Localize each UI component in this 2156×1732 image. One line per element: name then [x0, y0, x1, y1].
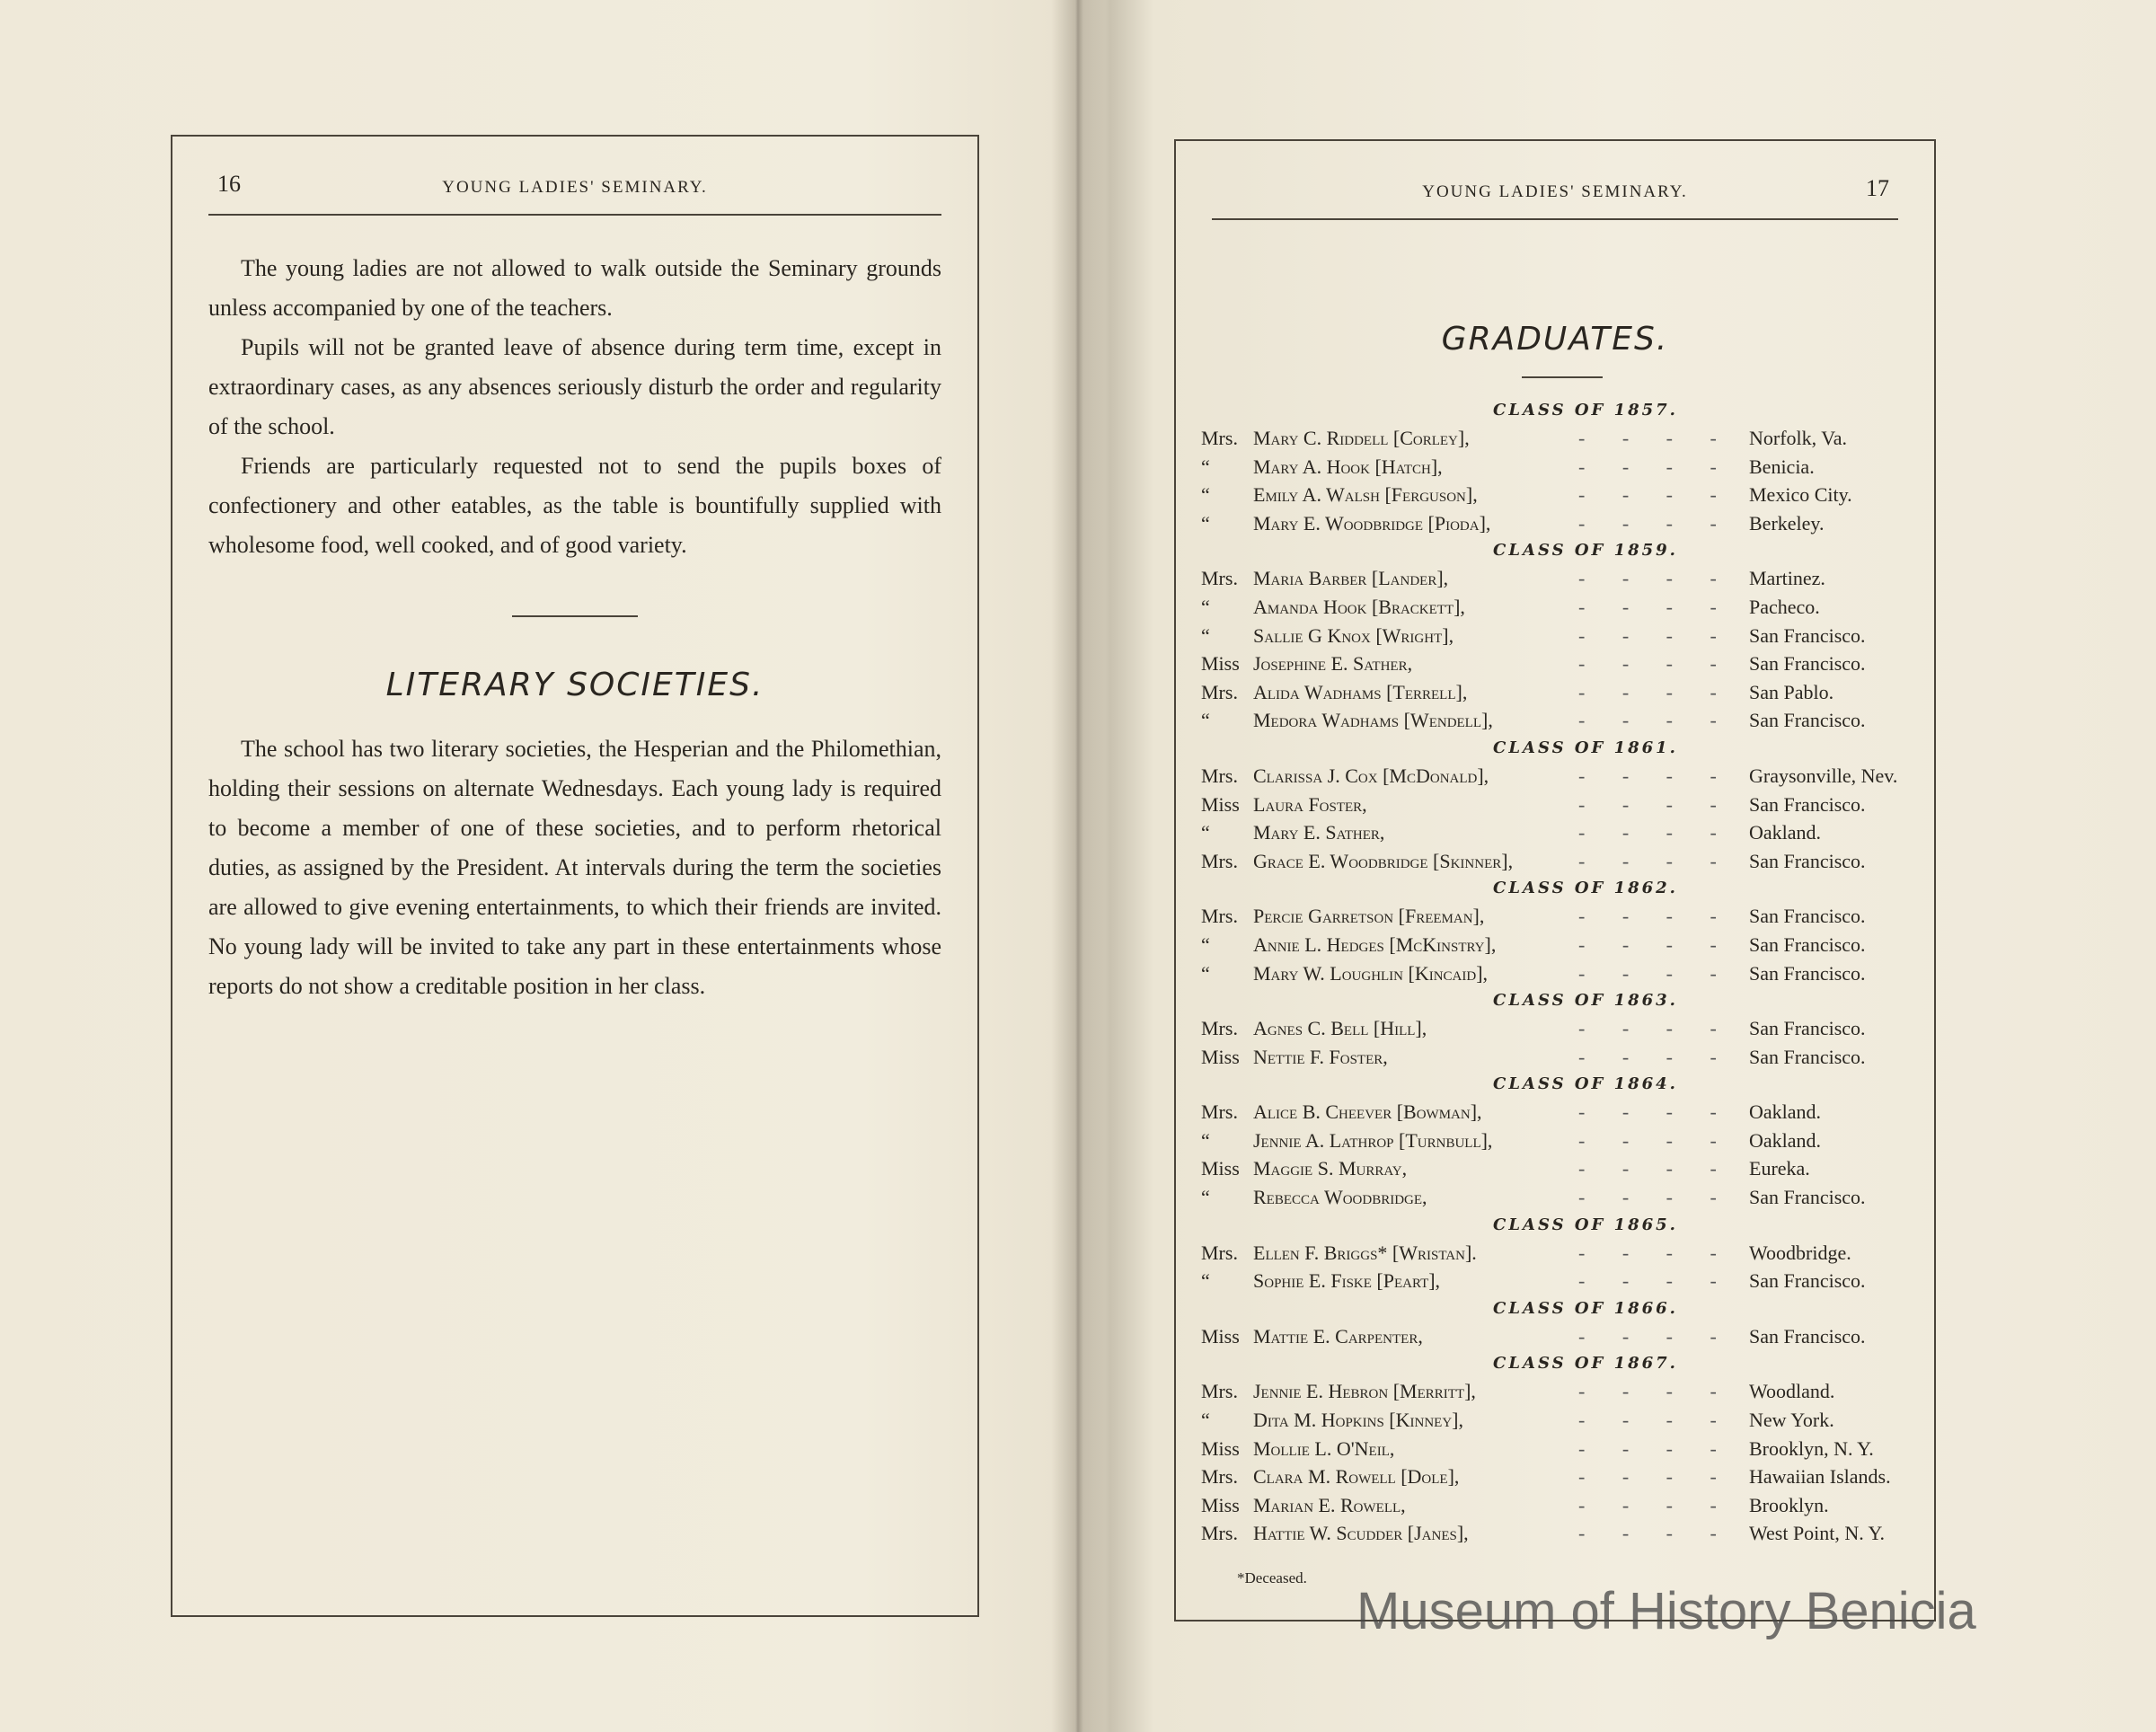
leader-dashes: - - - - [1578, 567, 1733, 590]
graduate-title-prefix: Mrs. [1201, 427, 1238, 449]
graduate-row [1201, 1014, 1916, 1043]
graduate-row [1201, 1154, 1916, 1183]
graduate-residence: Martinez. [1749, 567, 1825, 590]
leader-dashes: - - - - [1578, 1100, 1733, 1124]
book-gutter [1051, 0, 1105, 1732]
leader-dashes: - - - - [1578, 1269, 1733, 1293]
left-running-title: YOUNG LADIES' SEMINARY. [442, 178, 708, 197]
graduate-row [1201, 1519, 1916, 1548]
class-year-heading: CLASS OF 1857. [1493, 401, 1678, 420]
graduate-name: Mary C. Riddell [Corley], [1253, 427, 1470, 449]
leader-dashes: - - - - [1578, 932, 1733, 956]
graduate-name: Mary E. Woodbridge [Pioda], [1253, 511, 1491, 535]
graduate-residence: San Francisco. [1749, 792, 1866, 816]
graduate-residence: San Francisco. [1749, 961, 1866, 985]
graduate-name: Sallie G Knox [Wright], [1253, 623, 1454, 647]
graduate-name: Alida Wadhams [Terrell], [1253, 680, 1468, 703]
left-page-header [208, 163, 941, 216]
graduate-residence: Pacheco. [1749, 595, 1820, 618]
graduate-residence: San Francisco. [1749, 1186, 1866, 1209]
graduate-name: Mollie L. O'Neil, [1253, 1436, 1395, 1460]
graduate-name: Rebecca Woodbridge, [1253, 1186, 1427, 1209]
leader-dashes: - - - - [1578, 1380, 1733, 1403]
graduate-residence: San Pablo. [1749, 680, 1834, 703]
graduate-residence: San Francisco. [1749, 1045, 1866, 1068]
graduate-title-prefix: Mrs. [1201, 1522, 1238, 1545]
graduate-title-prefix: Miss [1201, 1045, 1240, 1068]
graduate-title-prefix: “ [1201, 483, 1210, 507]
graduate-row [1201, 509, 1916, 538]
leader-dashes: - - - - [1578, 1522, 1733, 1545]
graduate-title-prefix: Mrs. [1201, 849, 1238, 872]
leader-dashes: - - - - [1578, 905, 1733, 928]
graduate-row [1201, 902, 1916, 931]
graduate-row [1201, 481, 1916, 509]
graduate-name: Laura Foster, [1253, 792, 1367, 816]
leader-dashes: - - - - [1578, 1493, 1733, 1516]
class-year-heading: CLASS OF 1859. [1493, 541, 1678, 561]
graduate-name: Mattie E. Carpenter, [1253, 1324, 1423, 1348]
leader-dashes: - - - - [1578, 427, 1733, 449]
graduate-title-prefix: Miss [1201, 1324, 1240, 1348]
graduate-residence: San Francisco. [1749, 932, 1866, 956]
graduate-residence: Eureka. [1749, 1157, 1810, 1180]
graduate-row [1201, 791, 1916, 819]
leader-dashes: - - - - [1578, 961, 1733, 985]
graduate-name: Grace E. Woodbridge [Skinner], [1253, 849, 1514, 872]
literary-societies-heading: LITERARY SOCIETIES. [385, 667, 764, 703]
rules-paragraph: Pupils will not be granted leave of absence during term time, except in extraordinary cases, as any absences seriously disturb the order and regularity of the school. [208, 334, 941, 439]
graduate-title-prefix: “ [1201, 709, 1210, 732]
right-page-number: 17 [1866, 175, 1889, 201]
leader-dashes: - - - - [1578, 1241, 1733, 1264]
leader-dashes: - - - - [1578, 652, 1733, 676]
graduate-row [1201, 678, 1916, 707]
graduate-row [1201, 706, 1916, 735]
museum-watermark: Museum of History Benicia [1356, 1582, 1976, 1640]
graduate-row [1201, 1127, 1916, 1155]
class-year-heading: CLASS OF 1865. [1493, 1215, 1678, 1234]
graduate-row [1201, 1098, 1916, 1127]
leader-dashes: - - - - [1578, 1017, 1733, 1040]
graduate-name: Mary A. Hook [Hatch], [1253, 455, 1443, 478]
graduate-name: Amanda Hook [Brackett], [1253, 595, 1465, 618]
class-year-heading: CLASS OF 1867. [1493, 1354, 1678, 1374]
graduate-residence: Brooklyn, N. Y. [1749, 1436, 1874, 1460]
graduate-row [1201, 650, 1916, 678]
leader-dashes: - - - - [1578, 1157, 1733, 1180]
graduate-title-prefix: “ [1201, 961, 1210, 985]
graduate-residence: San Francisco. [1749, 849, 1866, 872]
leader-dashes: - - - - [1578, 595, 1733, 618]
graduate-name: Jennie E. Hebron [Merritt], [1253, 1380, 1476, 1403]
graduate-row [1201, 622, 1916, 650]
graduate-row [1201, 1462, 1916, 1491]
graduate-residence: Graysonville, Nev. [1749, 764, 1898, 787]
graduate-title-prefix: “ [1201, 1269, 1210, 1293]
graduate-residence: Norfolk, Va. [1749, 427, 1847, 449]
graduate-title-prefix: “ [1201, 1186, 1210, 1209]
class-year-heading: CLASS OF 1866. [1493, 1298, 1678, 1318]
graduate-name: Jennie A. Lathrop [Turnbull], [1253, 1128, 1493, 1152]
graduate-row [1201, 762, 1916, 791]
graduate-row [1201, 1043, 1916, 1072]
right-running-title: YOUNG LADIES' SEMINARY. [1422, 182, 1688, 201]
graduate-row [1201, 1491, 1916, 1520]
graduate-title-prefix: “ [1201, 1128, 1210, 1152]
graduate-title-prefix: Mrs. [1201, 1241, 1238, 1264]
graduate-row [1201, 1267, 1916, 1295]
graduate-row [1201, 847, 1916, 876]
graduate-title-prefix: Miss [1201, 1157, 1240, 1180]
graduate-residence: Oakland. [1749, 1128, 1822, 1152]
graduate-residence: Brooklyn. [1749, 1493, 1829, 1516]
graduate-name: Nettie F. Foster, [1253, 1045, 1388, 1068]
graduate-title-prefix: “ [1201, 455, 1210, 478]
graduate-title-prefix: Mrs. [1201, 680, 1238, 703]
graduate-name: Alice B. Cheever [Bowman], [1253, 1100, 1482, 1124]
graduate-title-prefix: Mrs. [1201, 567, 1238, 590]
rules-text [208, 249, 941, 565]
graduate-residence: Woodbridge. [1749, 1241, 1851, 1264]
leader-dashes: - - - - [1578, 1128, 1733, 1152]
rules-paragraph: Friends are particularly requested not to send the pupils boxes of confectionery and other eatables, as the table is bountifully supplied with wholesome food, well cooked, and of good variety. [208, 453, 941, 558]
graduate-row [1201, 424, 1916, 453]
graduate-name: Maggie S. Murray, [1253, 1157, 1408, 1180]
graduate-name: Emily A. Walsh [Ferguson], [1253, 483, 1478, 507]
graduate-title-prefix: “ [1201, 821, 1210, 844]
leader-dashes: - - - - [1578, 1045, 1733, 1068]
graduate-title-prefix: “ [1201, 595, 1210, 618]
graduate-residence: San Francisco. [1749, 623, 1866, 647]
graduate-title-prefix: Mrs. [1201, 764, 1238, 787]
graduate-row [1201, 818, 1916, 847]
graduate-residence: Woodland. [1749, 1380, 1835, 1403]
leader-dashes: - - - - [1578, 1324, 1733, 1348]
graduate-residence: Berkeley. [1749, 511, 1825, 535]
heading-rule [1522, 376, 1603, 378]
graduate-row [1201, 593, 1916, 622]
leader-dashes: - - - - [1578, 1186, 1733, 1209]
right-page-header [1212, 168, 1898, 220]
graduate-title-prefix: Mrs. [1201, 1380, 1238, 1403]
right-page [1174, 139, 1936, 1622]
leader-dashes: - - - - [1578, 1436, 1733, 1460]
graduate-residence: San Francisco. [1749, 652, 1866, 676]
graduate-row [1201, 1377, 1916, 1406]
graduate-name: Sophie E. Fiske [Peart], [1253, 1269, 1441, 1293]
leader-dashes: - - - - [1578, 1409, 1733, 1432]
class-year-heading: CLASS OF 1863. [1493, 991, 1678, 1011]
class-year-heading: CLASS OF 1862. [1493, 879, 1678, 898]
graduate-name: Hattie W. Scudder [Janes], [1253, 1522, 1469, 1545]
left-page-number: 16 [217, 171, 241, 197]
graduate-title-prefix: Mrs. [1201, 905, 1238, 928]
leader-dashes: - - - - [1578, 623, 1733, 647]
graduate-row [1201, 1183, 1916, 1212]
left-page [171, 135, 979, 1617]
graduate-name: Ellen F. Briggs* [Wristan]. [1253, 1241, 1477, 1264]
graduate-row [1201, 564, 1916, 593]
graduate-name: Clarissa J. Cox [McDonald], [1253, 764, 1489, 787]
graduate-title-prefix: Mrs. [1201, 1100, 1238, 1124]
graduate-residence: Benicia. [1749, 455, 1815, 478]
graduate-residence: Oakland. [1749, 1100, 1822, 1124]
graduate-row [1201, 1435, 1916, 1463]
graduate-title-prefix: Miss [1201, 1436, 1240, 1460]
graduate-residence: San Francisco. [1749, 1017, 1866, 1040]
graduate-row [1201, 1406, 1916, 1435]
graduate-name: Agnes C. Bell [Hill], [1253, 1017, 1427, 1040]
graduates-heading: GRADUATES. [1441, 321, 1669, 358]
graduate-residence: New York. [1749, 1409, 1834, 1432]
graduate-title-prefix: Miss [1201, 1493, 1240, 1516]
societies-paragraph: The school has two literary societies, the Hesperian and the Philomethian, holding their sessions on alternate Wednesdays. Each young lady is required to become a member of one of these societies, and to perform rhetorical duties, as assigned by the President. At intervals during the term the societies are allowed to give evening entertainments, to which their friends are invited. No young lady will be invited to take any part in these entertainments whose reports do not show a creditable position in her class. [208, 736, 941, 999]
graduate-title-prefix: Mrs. [1201, 1017, 1238, 1040]
graduate-title-prefix: Miss [1201, 792, 1240, 816]
graduate-row [1201, 453, 1916, 482]
graduate-row [1201, 959, 1916, 988]
leader-dashes: - - - - [1578, 1465, 1733, 1489]
graduate-title-prefix: “ [1201, 1409, 1210, 1432]
graduate-name: Maria Barber [Lander], [1253, 567, 1449, 590]
graduate-name: Annie L. Hedges [McKinstry], [1253, 932, 1497, 956]
graduate-residence: Mexico City. [1749, 483, 1852, 507]
leader-dashes: - - - - [1578, 483, 1733, 507]
graduate-name: Percie Garretson [Freeman], [1253, 905, 1485, 928]
graduate-name: Marian E. Rowell, [1253, 1493, 1406, 1516]
graduate-title-prefix: Mrs. [1201, 1465, 1238, 1489]
graduate-name: Josephine E. Sather, [1253, 652, 1413, 676]
graduate-name: Mary E. Sather, [1253, 821, 1385, 844]
leader-dashes: - - - - [1578, 764, 1733, 787]
graduate-name: Mary W. Loughlin [Kincaid], [1253, 961, 1489, 985]
graduate-name: Dita M. Hopkins [Kinney], [1253, 1409, 1463, 1432]
graduate-title-prefix: “ [1201, 623, 1210, 647]
leader-dashes: - - - - [1578, 680, 1733, 703]
graduate-residence: Hawaiian Islands. [1749, 1465, 1891, 1489]
societies-text [208, 729, 941, 1006]
graduate-title-prefix: “ [1201, 511, 1210, 535]
graduate-row [1201, 1239, 1916, 1268]
leader-dashes: - - - - [1578, 792, 1733, 816]
graduate-residence: San Francisco. [1749, 709, 1866, 732]
graduate-residence: San Francisco. [1749, 1269, 1866, 1293]
class-year-heading: CLASS OF 1861. [1493, 738, 1678, 757]
section-divider-ornament [172, 608, 977, 624]
graduate-residence: San Francisco. [1749, 1324, 1866, 1348]
graduate-residence: San Francisco. [1749, 905, 1866, 928]
leader-dashes: - - - - [1578, 821, 1733, 844]
rules-paragraph: The young ladies are not allowed to walk outside the Seminary grounds unless accompanied by one of the teachers. [208, 255, 941, 321]
graduates-list [1201, 397, 1916, 1548]
graduate-title-prefix: “ [1201, 932, 1210, 956]
leader-dashes: - - - - [1578, 709, 1733, 732]
leader-dashes: - - - - [1578, 511, 1733, 535]
graduate-name: Medora Wadhams [Wendell], [1253, 709, 1493, 732]
graduate-name: Clara M. Rowell [Dole], [1253, 1465, 1460, 1489]
class-year-heading: CLASS OF 1864. [1493, 1074, 1678, 1094]
leader-dashes: - - - - [1578, 849, 1733, 872]
graduate-row [1201, 931, 1916, 959]
deceased-footnote: *Deceased. [1237, 1569, 1307, 1586]
graduate-row [1201, 1322, 1916, 1351]
graduate-residence: West Point, N. Y. [1749, 1522, 1886, 1545]
graduate-residence: Oakland. [1749, 821, 1822, 844]
leader-dashes: - - - - [1578, 455, 1733, 478]
graduate-title-prefix: Miss [1201, 652, 1240, 676]
